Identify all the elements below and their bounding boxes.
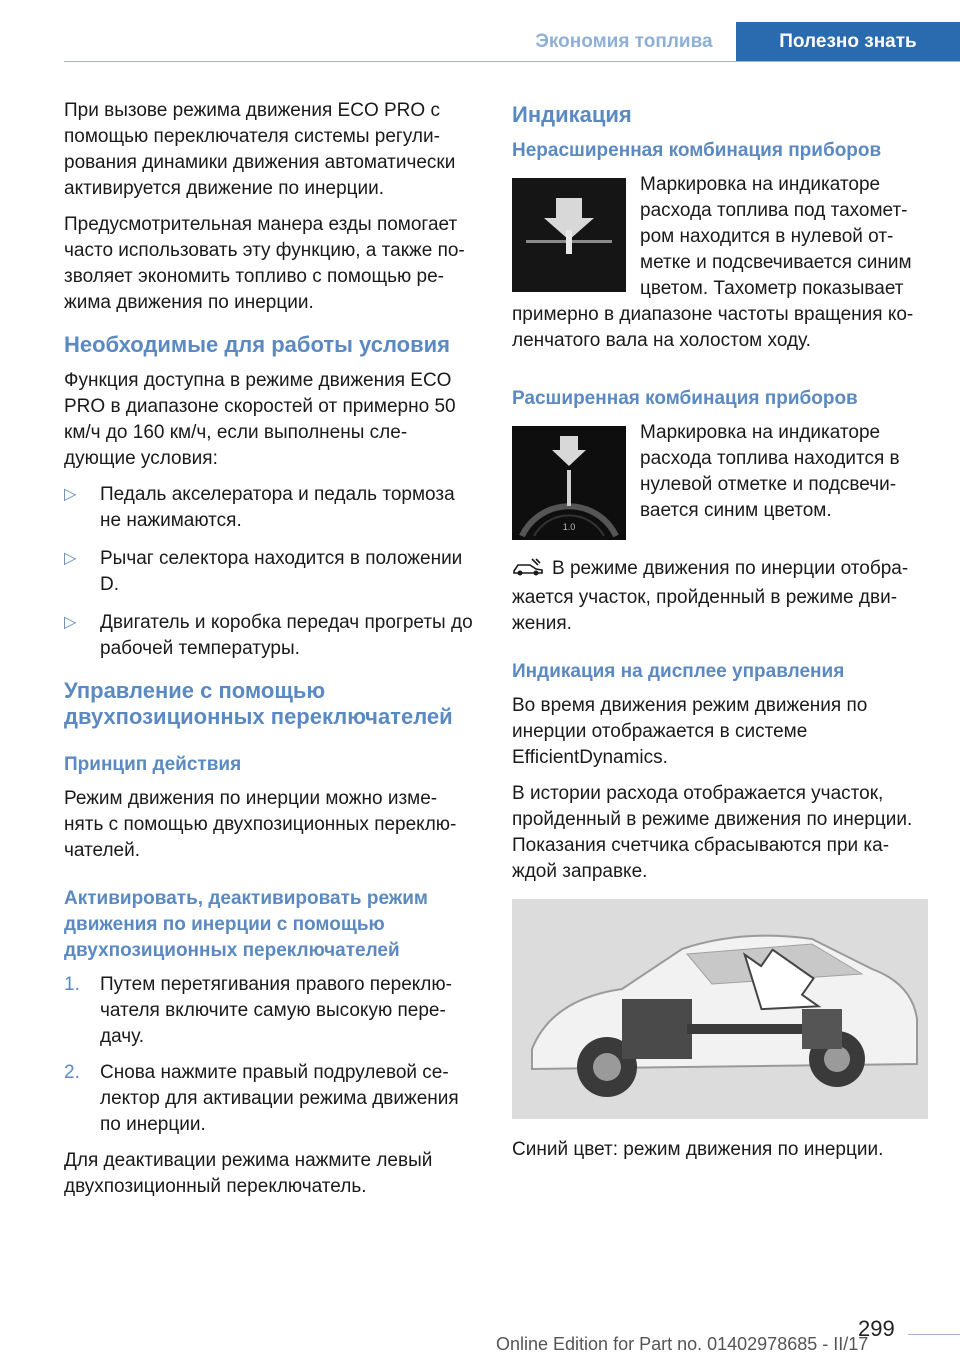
- extended-cluster-image: [512, 426, 626, 540]
- car-drivetrain-image: [512, 899, 928, 1119]
- right-column: [512, 98, 928, 1173]
- intro-paragraph-2: Предусмотрительная манера езды помогает часто использовать эту функцию, а также по-зволяет экономить топливо с помощью ре-жима движения по инерции.: [64, 214, 465, 313]
- list-item: ▷ Рычаг селектора находится в положении D.: [64, 548, 463, 595]
- list-item: 2. Снова нажмите правый подрулевой се-лектор для активации режима движения по инерции.: [64, 1062, 459, 1135]
- coasting-paragraph: В режиме движения по инерции отобра-жается участок, пройденный в режиме дви-жения.: [512, 558, 909, 634]
- intro-paragraph-1: При вызове режима движения ECO PRO с помощью переключателя системы регули-рования динамики движения автоматически активируется движение по инерции.: [64, 100, 456, 199]
- list-item: ▷ Педаль акселератора и педаль тормоза не нажимаются.: [64, 484, 455, 531]
- coasting-car-icon: [512, 557, 544, 585]
- conditions-list: [64, 482, 476, 662]
- control-heading: Управление с помощью двухпозиционных переключателей: [64, 678, 453, 729]
- steps-list: [64, 972, 476, 1138]
- principle-paragraph: Режим движения по инерции можно изме-нять с помощью двухпозиционных переклю-чателей.: [64, 788, 457, 861]
- list-item: 1. Путем перетягивания правого переклю-чателя включите самую высокую пере-дачу.: [64, 974, 452, 1047]
- triangle-bullet-icon: ▷: [64, 614, 77, 631]
- conditions-paragraph: Функция доступна в режиме движения ECO PRO в диапазоне скоростей от примерно 50 км/ч до 160 км/ч, если выполнены сле-дующие условия:: [64, 370, 456, 469]
- extended-cluster-heading: Расширенная комбинация приборов: [512, 388, 858, 409]
- basic-cluster-heading: Нерасширенная комбинация приборов: [512, 140, 882, 161]
- triangle-bullet-icon: ▷: [64, 486, 77, 503]
- triangle-bullet-icon: ▷: [64, 550, 77, 567]
- control-display-heading: Индикация на дисплее управления: [512, 661, 845, 682]
- list-item: ▷ Двигатель и коробка передач прогреты до рабочей температуры.: [64, 612, 473, 659]
- header-divider: [64, 61, 960, 62]
- control-display-paragraph-1: Во время движения режим движения по инерции отображается в системе EfficientDynamics.: [512, 695, 868, 768]
- activate-heading: Активировать, деактивировать режим движения по инерции с помощью двухпозиционных переключателей: [64, 888, 428, 961]
- tab-good-to-know[interactable]: Полезно знать: [736, 22, 960, 62]
- edition-footer: Online Edition for Part no. 01402978685 - II/17: [496, 1334, 869, 1354]
- principle-heading: Принцип действия: [64, 754, 242, 775]
- tab-fuel-economy[interactable]: Экономия топлива: [535, 31, 713, 52]
- left-column: [64, 98, 476, 1210]
- deactivate-paragraph: Для деактивации режима нажмите левый двухпозиционный переключатель.: [64, 1150, 433, 1197]
- footer-divider: [908, 1334, 960, 1335]
- basic-cluster-section: [512, 172, 928, 364]
- extended-cluster-section: [512, 420, 928, 546]
- cluster-readout: 1.0: [562, 522, 576, 532]
- figure-caption: Синий цвет: режим движения по инерции.: [512, 1139, 884, 1160]
- basic-cluster-text: Маркировка на индикаторе расхода топлива под тахомет-ром находится в нулевой от-метке и подсвечивается синим цветом. Тахометр показывает примерно в диапазоне частоты вращения ко-ленчатого вала на холостом ходу.: [512, 174, 914, 351]
- indication-heading: Индикация: [512, 102, 632, 127]
- conditions-heading: Необходимые для работы условия: [64, 332, 450, 357]
- extended-cluster-text: Маркировка на индикаторе расхода топлива находится в нулевой отметке и подсвечи-вается синим цветом.: [640, 422, 900, 521]
- page-number: 299: [858, 1316, 895, 1341]
- control-display-paragraph-2: В истории расхода отображается участок, пройденный в режиме движения по инерции. Показания счетчика сбрасываются при ка-ждой заправке.: [512, 783, 913, 882]
- basic-cluster-image: [512, 178, 626, 292]
